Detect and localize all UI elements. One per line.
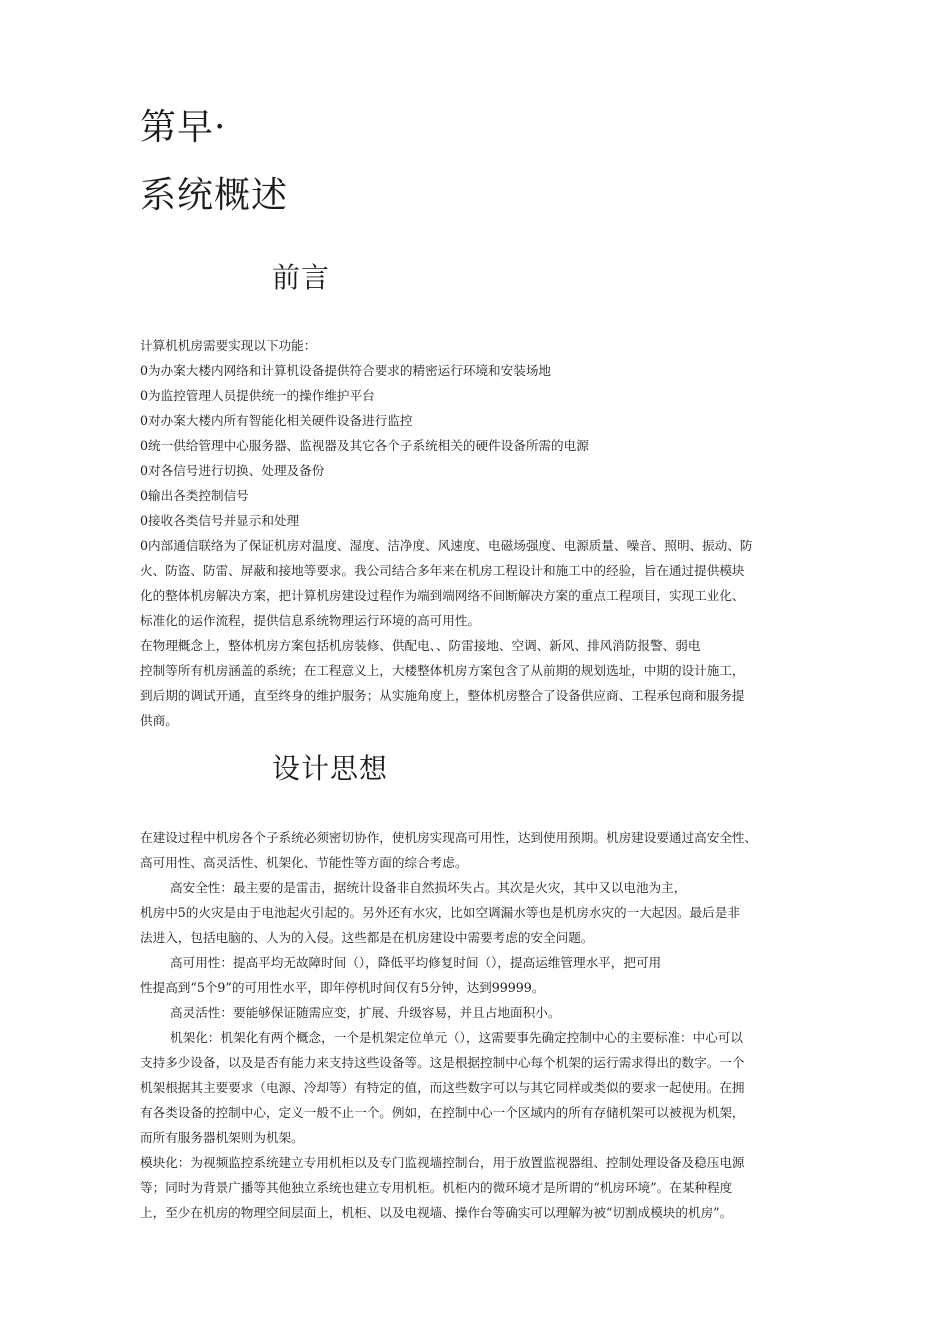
design-paragraph-line: 高灵活性：要能够保证随需应变，扩展、升级容易，并且占地面积小。 — [170, 1005, 561, 1020]
chapter-number: 第早· — [140, 107, 227, 148]
design-paragraph-line: 模块化：为视频监控系统建立专用机柜以及专门监视墙控制台，用于放置监视器组、控制处理设备及稳压电源 — [140, 1155, 745, 1170]
preface-paragraph-line: 化的整体机房解决方案，把计算机房建设过程作为端到端网络不间断解决方案的重点工程项目，实现工业化、 — [140, 588, 745, 603]
design-paragraph-line: 法进入，包括电脑的、人为的入侵。这些都是在机房建设中需要考虑的安全问题。 — [140, 930, 594, 945]
preface-paragraph-line: 供商。 — [140, 713, 178, 728]
design-paragraph-line: 机架根据其主要要求（电源、冷却等）有特定的值，而这些数字可以与其它同样或类似的要求一起使用。在拥 — [140, 1080, 745, 1095]
preface-body — [140, 333, 812, 733]
preface-function-item: 0为监控管理人员提供统一的操作维护平台 — [140, 388, 375, 403]
design-paragraph-line: 有各类设备的控制中心，定义一般不止一个。例如，在控制中心一个区域内的所有存储机架可以被视为机架， — [140, 1105, 745, 1120]
design-body — [140, 825, 812, 1225]
design-paragraph-line: 高可用性：提高平均无故障时间（），降低平均修复时间（），提高运维管理水平，把可用 — [170, 955, 662, 970]
preface-heading: 前言 — [272, 261, 331, 294]
design-paragraph-line: 机房中5的火灾是由于电池起火引起的。另外还有水灾，比如空调漏水等也是机房水灾的一大起因。最后是非 — [140, 905, 740, 920]
preface-paragraph-line: 到后期的调试开通，直至终身的维护服务；从实施角度上，整体机房整合了设备供应商、工程承包商和服务提 — [140, 688, 745, 703]
preface-paragraph-line: 火、防盗、防雷、屏蔽和接地等要求。我公司结合多年来在机房工程设计和施工中的经验，旨在通过提供模块 — [140, 563, 745, 578]
design-paragraph-line: 机架化：机架化有两个概念，一个是机架定位单元（），这需要事先确定控制中心的主要标准：中心可以 — [170, 1030, 744, 1045]
design-paragraph-line: 高可用性、高灵活性、机架化、节能性等方面的综合考虑。 — [140, 855, 468, 870]
design-heading: 设计思想 — [272, 752, 389, 785]
chapter-title: 系统概述 — [140, 175, 289, 216]
preface-function-item: 0为办案大楼内网络和计算机设备提供符合要求的精密运行环境和安装场地 — [140, 363, 552, 378]
preface-function-item: 0对各信号进行切换、处理及备份 — [140, 463, 325, 478]
preface-intro-line: 计算机机房需要实现以下功能： — [140, 338, 317, 353]
preface-paragraph-line: 标准化的运作流程，提供信息系统物理运行环境的高可用性。 — [140, 613, 481, 628]
design-paragraph-line: 性提高到“5个9”的可用性水平，即年停机时间仅有5分钟，达到99999。 — [140, 980, 545, 995]
design-paragraph-line: 而所有服务器机架则为机架。 — [140, 1130, 304, 1145]
design-paragraph-line: 等；同时为背景广播等其他独立系统也建立专用机柜。机柜内的微环境才是所谓的“机房环境”。在某种程度 — [140, 1180, 733, 1195]
preface-function-item: 0接收各类信号并显示和处理 — [140, 513, 300, 528]
design-paragraph-line: 高安全性：最主要的是雷击，据统计设备非自然损坏失占。其次是火灾，其中又以电池为主， — [170, 880, 687, 895]
preface-function-item: 0统一供给管理中心服务器、监视器及其它各个子系统相关的硬件设备所需的电源 — [140, 438, 589, 453]
preface-paragraph-line: 0内部通信联络为了保证机房对温度、湿度、洁净度、风速度、电磁场强度、电源质量、噪音、照明、振动、防 — [140, 538, 753, 553]
design-paragraph-line: 支持多少设备，以及是否有能力来支持这些设备等。这是根据控制中心每个机架的运行需求得出的数字。一个 — [140, 1055, 745, 1070]
design-paragraph-line: 在建设过程中机房各个子系统必须密切协作，使机房实现高可用性，达到使用预期。机房建设要通过高安全性、 — [140, 830, 758, 845]
preface-function-item: 0对办案大楼内所有智能化相关硬件设备进行监控 — [140, 413, 413, 428]
preface-paragraph-line: 控制等所有机房涵盖的系统；在工程意义上，大楼整体机房方案包含了从前期的规划选址，中期的设计施工， — [140, 663, 745, 678]
preface-function-item: 0输出各类控制信号 — [140, 488, 249, 503]
design-paragraph-line: 上，至少在机房的物理空间层面上，机柜、以及电视墙、操作台等确实可以理解为被“切割成模块的机房”。 — [140, 1205, 733, 1220]
preface-paragraph-line: 在物理概念上，整体机房方案包括机房装修、供配电、、防雷接地、空调、新风、排风消防报警、弱电 — [140, 638, 701, 653]
